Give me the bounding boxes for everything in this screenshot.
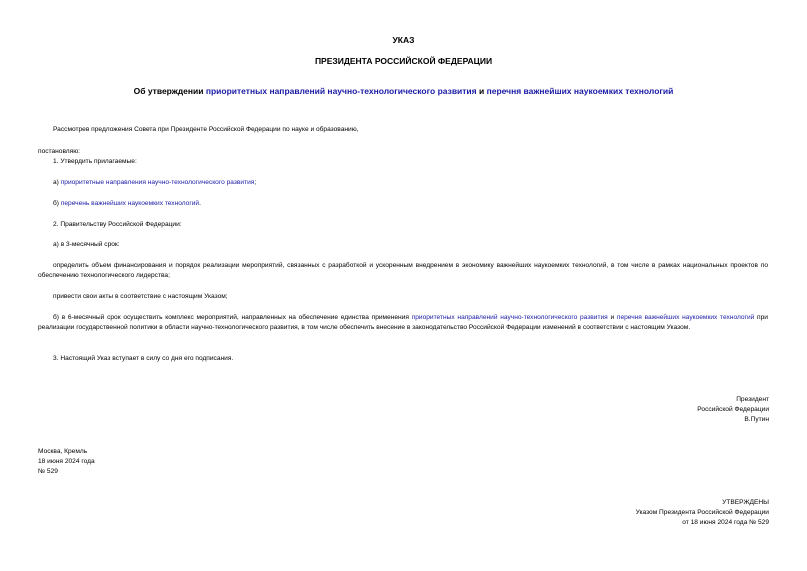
approved-by: Указом Президента Российской Федерации [635, 509, 769, 516]
item-1a-link[interactable]: приоритетные направления научно-технологического развития [60, 179, 255, 186]
number-line: № 529 [38, 468, 58, 475]
approved-title: УТВЕРЖДЕНЫ [722, 499, 769, 506]
item-3: 3. Настоящий Указ вступает в силу со дня его подписания. [53, 355, 234, 362]
heading-link-directions[interactable]: приоритетных направлений научно-технологического развития [205, 86, 477, 96]
document-title: УКАЗ [392, 35, 415, 45]
item-1b-prefix: б) [53, 200, 61, 207]
item-2b-link-technologies[interactable]: перечня важнейших наукоемких технологий [616, 314, 755, 321]
place-line: Москва, Кремль [38, 448, 88, 455]
signature-org: Российской Федерации [697, 406, 769, 413]
document-subtitle: ПРЕЗИДЕНТА РОССИЙСКОЙ ФЕДЕРАЦИИ [314, 56, 493, 66]
heading-prefix: Об утверждении [133, 86, 206, 96]
item-2a: а) в 3-месячный срок: [53, 241, 120, 248]
item-2b-link-directions[interactable]: приоритетных направлений научно-технологического развития [411, 314, 608, 321]
heading-mid: и [476, 86, 487, 96]
intro-paragraph: Рассмотрев предложения Совета при Президенте Российской Федерации по науке и образованию, [53, 126, 359, 133]
item-1a [53, 178, 256, 187]
decree-word: постановляю: [38, 148, 81, 155]
item-2b-prefix: б) в 6-месячный срок осуществить комплекс мероприятий, направленных на обеспечение единства применения [53, 314, 412, 321]
date-line: 18 июня 2024 года [38, 458, 95, 465]
document-heading [0, 86, 807, 96]
item-1b [53, 199, 201, 208]
signature-name: В.Путин [744, 416, 769, 423]
item-2a-paragraph-1: определить объем финансирования и порядок реализации мероприятий, связанных с разработкой и ускоренным внедрением в экономику важнейших наукоемких технологий, в том числе в рамках национальных проектов по обеспечению технологического лидерства; [38, 262, 768, 279]
item-1b-suffix: . [199, 200, 201, 207]
item-2a-paragraph-2: привести свои акты в соответствие с настоящим Указом; [53, 293, 228, 300]
item-1: 1. Утвердить прилагаемые: [53, 158, 137, 165]
item-2b-mid: и [607, 314, 617, 321]
heading-link-technologies[interactable]: перечня важнейших наукоемких технологий [486, 86, 674, 96]
item-2b-suffix: при реализации государственной политики в области научно-технологического развития, в том числе обеспечить внесение в законодательство Российской Федерации изменений в соответствии с настоящим Указом. [38, 314, 768, 331]
approved-date: от 18 июня 2024 года № 529 [682, 519, 769, 526]
item-2b [38, 313, 768, 332]
item-1a-suffix: ; [254, 179, 257, 186]
item-1b-link[interactable]: перечень важнейших наукоемких технологий [60, 200, 200, 207]
signature-title: Президент [736, 396, 769, 403]
item-1a-prefix: а) [53, 179, 61, 186]
item-2: 2. Правительству Российской Федерации: [53, 221, 182, 228]
